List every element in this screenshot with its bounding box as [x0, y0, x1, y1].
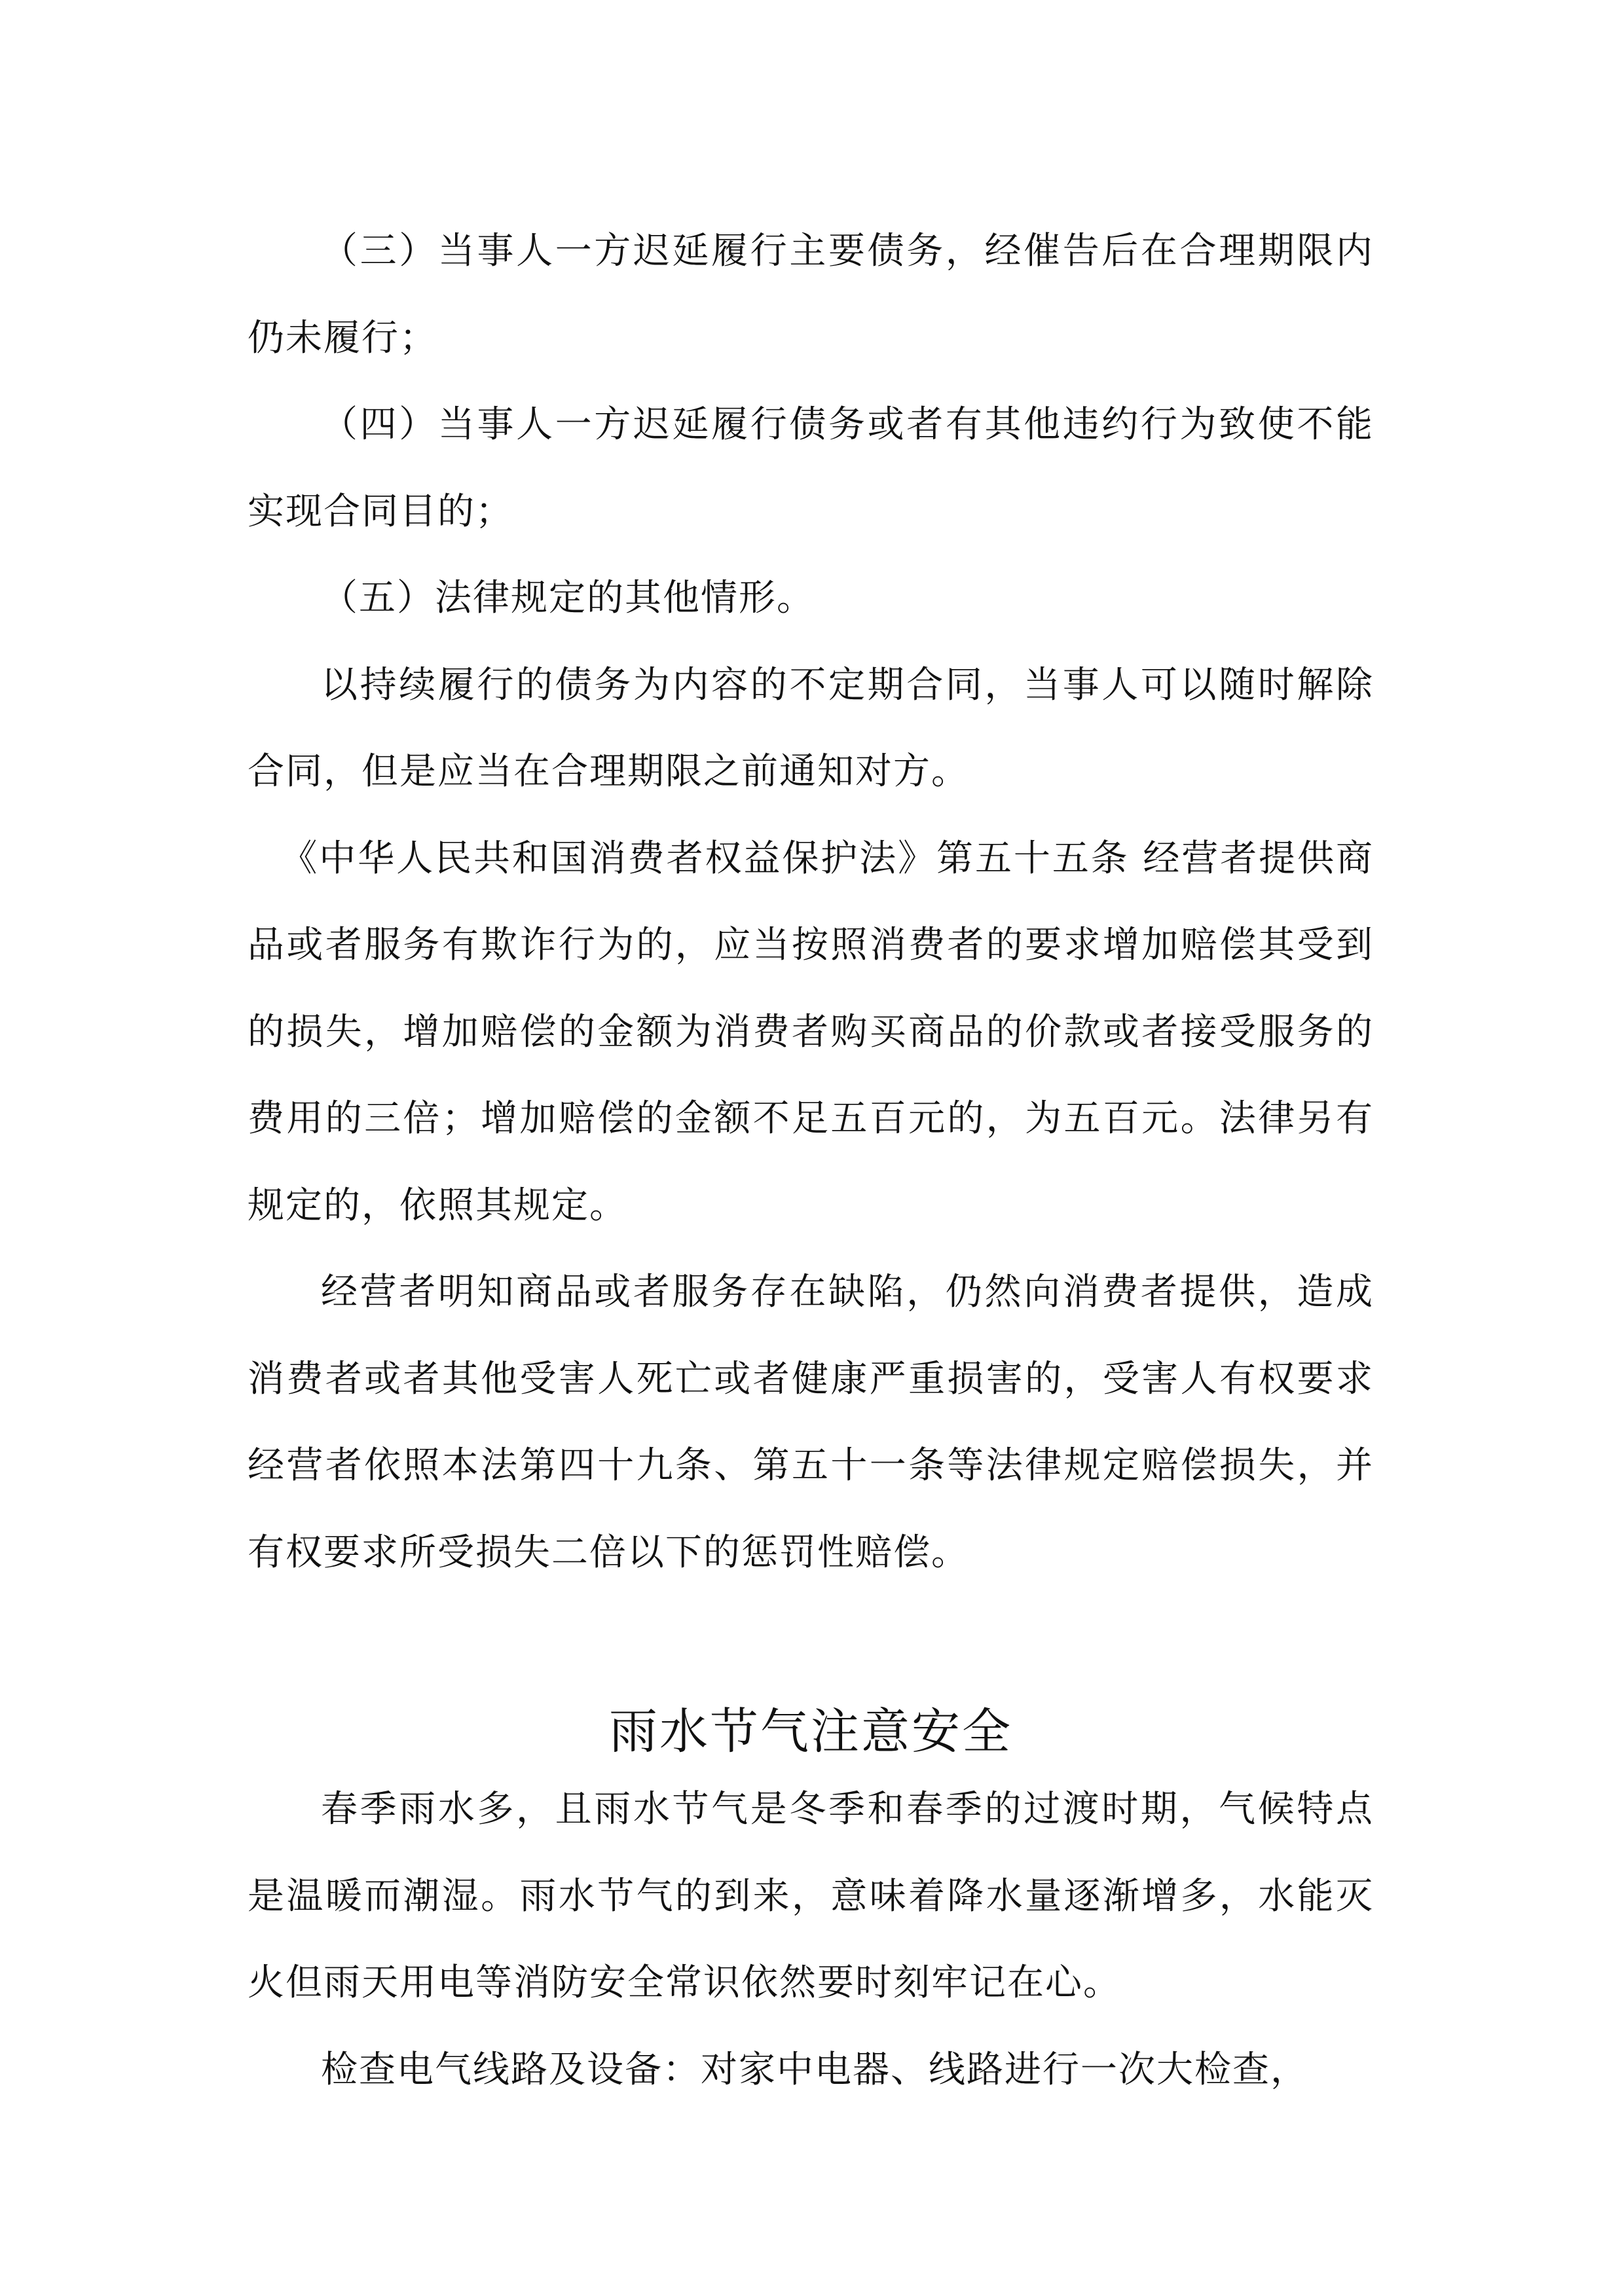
paragraph-electrical-check: 检查电气线路及设备：对家中电器、线路进行一次大检查，: [321, 2048, 1308, 2091]
section-title: 雨水节气注意安全: [609, 1704, 1012, 1760]
paragraph-item-three: （三）当事人一方迟延履行主要债务，经催告后在合理期限内仍未履行；: [248, 230, 1374, 359]
paragraph-item-five: （五）法律规定的其他情形。: [321, 577, 815, 619]
paragraph-defect-liability: 经营者明知商品或者服务存在缺陷，仍然向消费者提供，造成消费者或者其他受害人死亡或者健康严重损害的，受害人有权要求经营者依照本法第四十九条、第五十一条等法律规定赔偿损失，并有权要求所受损失二倍以下的惩罚性赔偿。: [248, 1271, 1374, 1574]
document-body: [248, 208, 1374, 2113]
paragraph-item-four: （四）当事人一方迟延履行债务或者有其他违约行为致使不能实现合同目的；: [248, 403, 1374, 533]
paragraph-rain-season-intro: 春季雨水多，且雨水节气是冬季和春季的过渡时期，气候特点是温暖而潮湿。雨水节气的到来，意味着降水量逐渐增多，水能灭火但雨天用电等消防安全常识依然要时刻牢记在心。: [248, 1788, 1374, 2004]
paragraph-indefinite-contract: 以持续履行的债务为内容的不定期合同，当事人可以随时解除合同，但是应当在合理期限之前通知对方。: [248, 663, 1374, 793]
paragraph-consumer-law-article-55: 《中华人民共和国消费者权益保护法》第五十五条 经营者提供商品或者服务有欺诈行为的，应当按照消费者的要求增加赔偿其受到的损失，增加赔偿的金额为消费者购买商品的价款或者接受服务的费用的三倍；增加赔偿的金额不足五百元的，为五百元。法律另有规定的，依照其规定。: [248, 837, 1374, 1227]
